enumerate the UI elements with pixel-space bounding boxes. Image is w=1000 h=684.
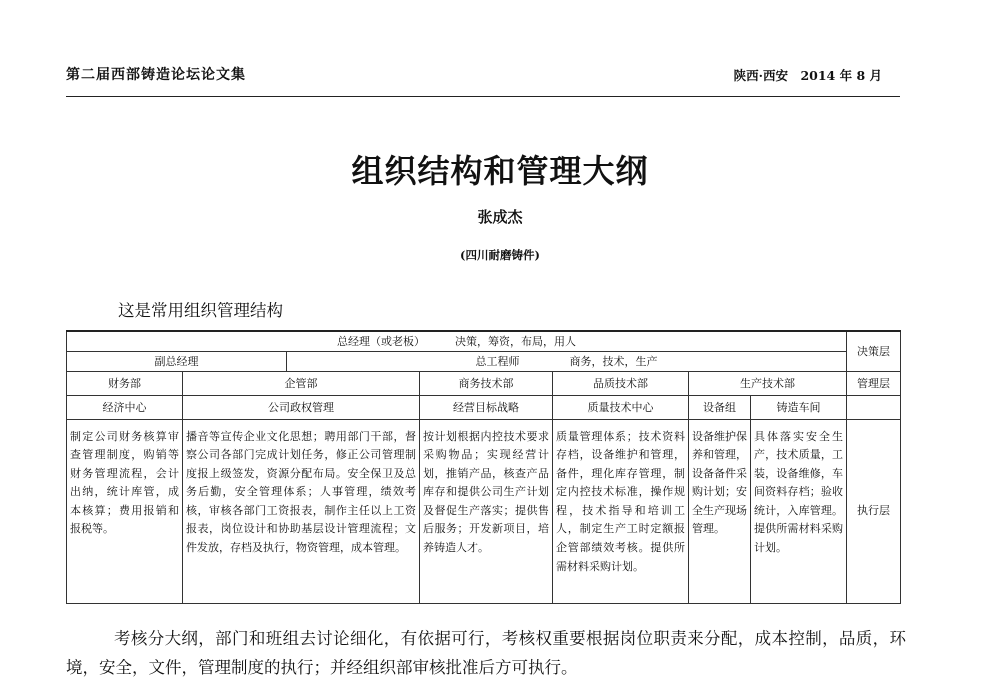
table-row-centers <box>67 395 901 419</box>
dept-production-tech: 生产技术部 <box>689 371 847 395</box>
center-quality: 质量技术中心 <box>553 395 689 419</box>
center-equipment: 设备组 <box>689 395 751 419</box>
level-execution: 执行层 <box>847 419 901 603</box>
gm-label: 总经理（或老板） <box>337 334 425 348</box>
table-row-gm <box>67 331 901 351</box>
dept-business-tech: 商务技术部 <box>420 371 553 395</box>
gm-cell <box>67 331 847 351</box>
table-row-departments <box>67 371 901 395</box>
org-structure-table <box>66 330 901 604</box>
journal-name: 第二届西部铸造论坛论文集 <box>66 67 246 83</box>
level-empty <box>847 395 901 419</box>
duty-equipment: 设备维护保养和管理，设备备件采购计划；安全生产现场管理。 <box>689 419 751 603</box>
center-strategy: 经营目标战略 <box>420 395 553 419</box>
duty-business-tech: 按计划根据内控技术要求采购物品；实现经营计划，推销产品，核查产品库存和提供公司生产计划及督促生产落实；提供售后服务；开发新项目，培养铸造人才。 <box>420 419 553 603</box>
center-economic: 经济中心 <box>67 395 183 419</box>
table-row-deputy <box>67 351 901 371</box>
dept-quality-tech: 品质技术部 <box>553 371 689 395</box>
dept-enterprise-mgmt: 企管部 <box>183 371 420 395</box>
duty-foundry: 具体落实安全生产，技术质量，工装，设备维修，车间资料存档；验收统计，入库管理。提供所需材料采购计划。 <box>751 419 847 603</box>
duty-enterprise-mgmt: 播音等宣传企业文化思想；聘用部门干部，督察公司各部门完成计划任务，修正公司管理制度报上级签发，资源分配布局。安全保卫及总务后勤，安全管理体系；人事管理，绩效考核，审核各部门工资报表，制作主任以上工资报表，岗位设计和协助基层设计管理流程；文件发放，存档及执行，物资管理，成本管理。 <box>183 419 420 603</box>
level-management: 管理层 <box>847 371 901 395</box>
center-foundry: 铸造车间 <box>751 395 847 419</box>
level-decision: 决策层 <box>847 331 901 371</box>
gm-duties: 决策，筹资，布局，用人 <box>455 334 576 348</box>
body-paragraph: 考核分大纲，部门和班组去讨论细化，有依据可行，考核权重要根据岗位职责来分配，成本控制，品质，环境，安全，文件，管理制度的执行；并经组织部审核批准后方可执行。 <box>66 629 906 677</box>
center-admin: 公司政权管理 <box>183 395 420 419</box>
table-row-duties <box>67 419 901 603</box>
chief-engineer-duties: 商务，技术，生产 <box>569 354 658 368</box>
header-rule <box>66 96 900 97</box>
deputy-gm-cell: 副总经理 <box>67 351 287 371</box>
intro-text: 这是常用组织管理结构 <box>118 301 283 320</box>
article-title: 组织结构和管理大纲 <box>351 152 649 190</box>
dept-finance: 财务部 <box>67 371 183 395</box>
location-date: 陕西·西安 2014 年 8 月 <box>733 68 882 83</box>
author-affiliation: (四川耐磨铸件) <box>460 248 540 262</box>
duty-finance: 制定公司财务核算审查管理制度，购销等财务管理流程，会计出纳，统计库管，成本核算；费用报销和报税等。 <box>67 419 183 603</box>
duty-quality-tech: 质量管理体系；技术资料存档，设备维护和管理，备件，理化库存管理，制定内控技术标准，操作规程，技术指导和培训工人，制定生产工时定额报企管部绩效考核。提供所需材料采购计划。 <box>553 419 689 603</box>
author-name: 张成杰 <box>477 208 523 226</box>
chief-engineer-cell <box>287 351 847 371</box>
chief-engineer-label: 总工程师 <box>475 354 520 368</box>
